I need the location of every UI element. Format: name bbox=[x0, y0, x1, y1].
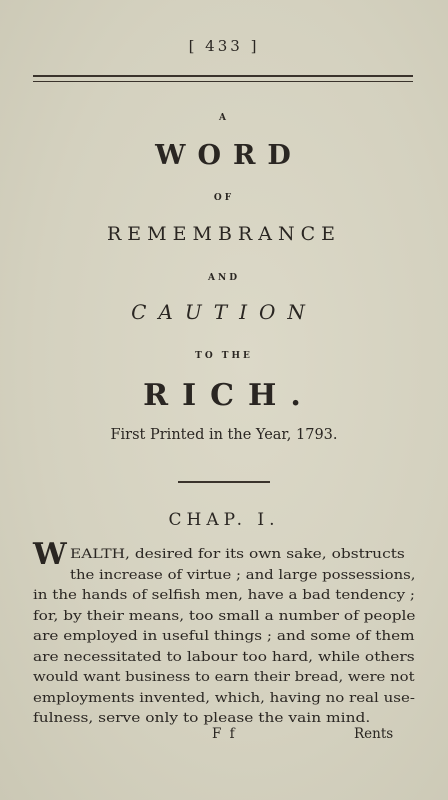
page-number: [ 433 ] bbox=[188, 37, 260, 55]
title-remembrance: REMEMBRANCE bbox=[107, 223, 341, 245]
body-line-8: employments invented, which, having no real use- bbox=[33, 690, 415, 706]
body-line-4: for, by their means, too small a number of people bbox=[33, 608, 416, 624]
title-word: WORD bbox=[155, 140, 303, 171]
title-to-the: TO THE bbox=[195, 351, 253, 361]
body-line-9: fulness, serve only to please the vain mind. bbox=[33, 711, 371, 726]
header-rule-thin bbox=[33, 81, 413, 82]
chapter-heading: CHAP. I. bbox=[168, 510, 280, 530]
title-caution: CAUTION bbox=[131, 300, 317, 324]
title-a: A bbox=[219, 113, 229, 123]
body-line-3: in the hands of selfish men, have a bad tendency ; bbox=[33, 588, 415, 603]
section-divider bbox=[178, 481, 270, 483]
title-and: AND bbox=[207, 273, 240, 283]
body-line-2: the increase of virtue ; and large possessions, bbox=[70, 567, 416, 583]
printed-year-line: First Printed in the Year, 1793. bbox=[110, 427, 338, 443]
catchword: Rents bbox=[354, 726, 394, 742]
body-line-5: are employed in useful things ; and some of them bbox=[33, 629, 415, 644]
header-rule-thick bbox=[33, 75, 413, 77]
drop-cap: W bbox=[33, 537, 67, 572]
body-line-6: are necessitated to labour too hard, while others bbox=[33, 649, 415, 665]
body-line-7: would want business to earn their bread, were not bbox=[33, 670, 415, 685]
body-line-1: EALTH, desired for its own sake, obstructs bbox=[70, 547, 405, 562]
title-of: OF bbox=[213, 193, 235, 203]
title-rich: RICH. bbox=[143, 378, 315, 413]
signature-mark: F f bbox=[212, 726, 237, 742]
